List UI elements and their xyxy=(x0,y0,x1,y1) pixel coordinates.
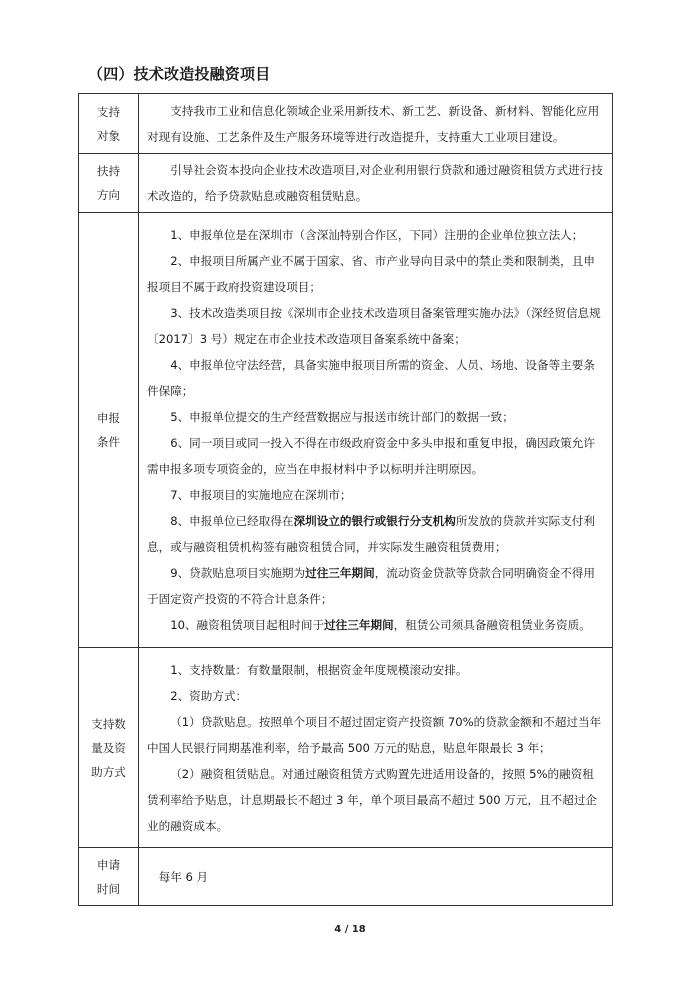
row-label-line: 支持数 xyxy=(91,716,126,731)
paragraph: 4、申报单位守法经营，具备实施申报项目所需的资金、人员、场地、设备等主要条件保障； xyxy=(147,358,595,398)
table-row xyxy=(79,154,613,213)
row-label-line: 方向 xyxy=(96,188,121,202)
row-content xyxy=(139,213,613,648)
row-label-line: 条件 xyxy=(96,435,121,449)
row-label-line: 时间 xyxy=(96,881,121,896)
bold-text-run: 深圳设立的银行或银行分支机构 xyxy=(293,514,456,528)
paragraph: 1、支持数量：有数量限制，根据资金年度规模滚动安排。 xyxy=(170,662,468,677)
paragraph: 6、同一项目或同一投入不得在市级政府资金中多头申报和重复申报，确因政策允许需申报多项专项资金的，应当在申报材料中予以标明并注明原因。 xyxy=(147,436,595,476)
paragraph: 3、技术改造类项目按《深圳市企业技术改造项目备案管理实施办法》（深经贸信息规〔2017〕3 号）规定在市企业技术改造项目备案系统中备案； xyxy=(147,306,601,346)
row-label xyxy=(79,648,139,848)
paragraph xyxy=(147,508,604,560)
text-run: 所发放的贷款并实际支付利息，或与融资租赁机构签有融资租赁合同，并实际发生融资租赁费用； xyxy=(147,514,595,554)
paragraph: （1）贷款贴息。按照单个项目不超过固定资产投资额 70%的贷款金额和不超过当年中国人民银行同期基准利率，给予最高 500 万元的贴息，贴息年限最长 3 年； xyxy=(147,714,602,755)
row-content xyxy=(139,848,613,906)
row-label-line: 支持 xyxy=(96,104,121,119)
bold-text-run: 过往三年期间 xyxy=(305,566,375,580)
paragraph: 支持我市工业和信息化领域企业采用新技术、新工艺、新设备、新材料、智能化应用对现有设施、工艺条件及生产服务环境等进行改造提升，支持重大工业项目建设。 xyxy=(147,103,600,144)
paragraph: 2、申报项目所属产业不属于国家、省、市产业导向目录中的禁止类和限制类，且申报项目不属于政府投资建设项目； xyxy=(147,254,595,294)
text-run: ，租赁公司须具备融资租赁业务资质。 xyxy=(393,618,591,632)
row-label xyxy=(79,154,139,213)
table-row xyxy=(79,648,613,848)
paragraph: （2）融资租赁贴息。对通过融资租赁方式购置先进适用设备的，按照 5%的融资租赁利率给予贴息，计息期最长不超过 3 年，单个项目最高不超过 500 万元，且不超过企业的融资成本。 xyxy=(147,766,598,833)
row-label xyxy=(79,848,139,906)
row-label-line: 扶持 xyxy=(96,164,121,178)
text-run: 10、融资租赁项目起租时间于 xyxy=(170,618,325,632)
paragraph: 每年 6 月 xyxy=(158,869,209,884)
row-label xyxy=(79,94,139,154)
row-label-line: 申请 xyxy=(96,857,121,872)
row-content xyxy=(139,154,613,213)
paragraph: 1、申报单位是在深圳市（含深汕特别合作区，下同）注册的企业单位独立法人； xyxy=(170,228,584,242)
row-label-line: 量及资 xyxy=(91,740,126,755)
row-content xyxy=(139,94,613,154)
row-label xyxy=(79,213,139,648)
row-content xyxy=(139,648,613,848)
table-row xyxy=(79,94,613,154)
paragraph: 引导社会资本投向企业技术改造项目,对企业利用银行贷款和通过融资租赁方式进行技术改造的，给予贷款贴息或融资租赁贴息。 xyxy=(147,163,603,203)
row-label-line: 申报 xyxy=(96,411,121,425)
bold-text-run: 过往三年期间 xyxy=(324,618,394,632)
paragraph: 7、申报项目的实施地应在深圳市； xyxy=(170,488,352,502)
table-row xyxy=(79,848,613,906)
section-heading: （四）技术改造投融资项目 xyxy=(88,65,271,83)
row-label-line: 对象 xyxy=(96,128,121,143)
policy-table xyxy=(78,93,613,906)
paragraph xyxy=(147,612,604,638)
paragraph: 5、申报单位提交的生产经营数据应与报送市统计部门的数据一致； xyxy=(170,410,514,424)
page-number: 4 / 18 xyxy=(334,924,366,935)
table-row xyxy=(79,213,613,648)
text-run: ，流动资金贷款等贷款合同明确资金不得用于固定资产投资的不符合计息条件； xyxy=(147,566,595,606)
paragraph: 2、资助方式： xyxy=(170,688,248,703)
text-run: 8、申报单位已经取得在 xyxy=(170,514,294,528)
paragraph xyxy=(147,560,604,612)
text-run: 9、贷款贴息项目实施期为 xyxy=(170,566,306,580)
row-label-line: 助方式 xyxy=(91,764,126,779)
